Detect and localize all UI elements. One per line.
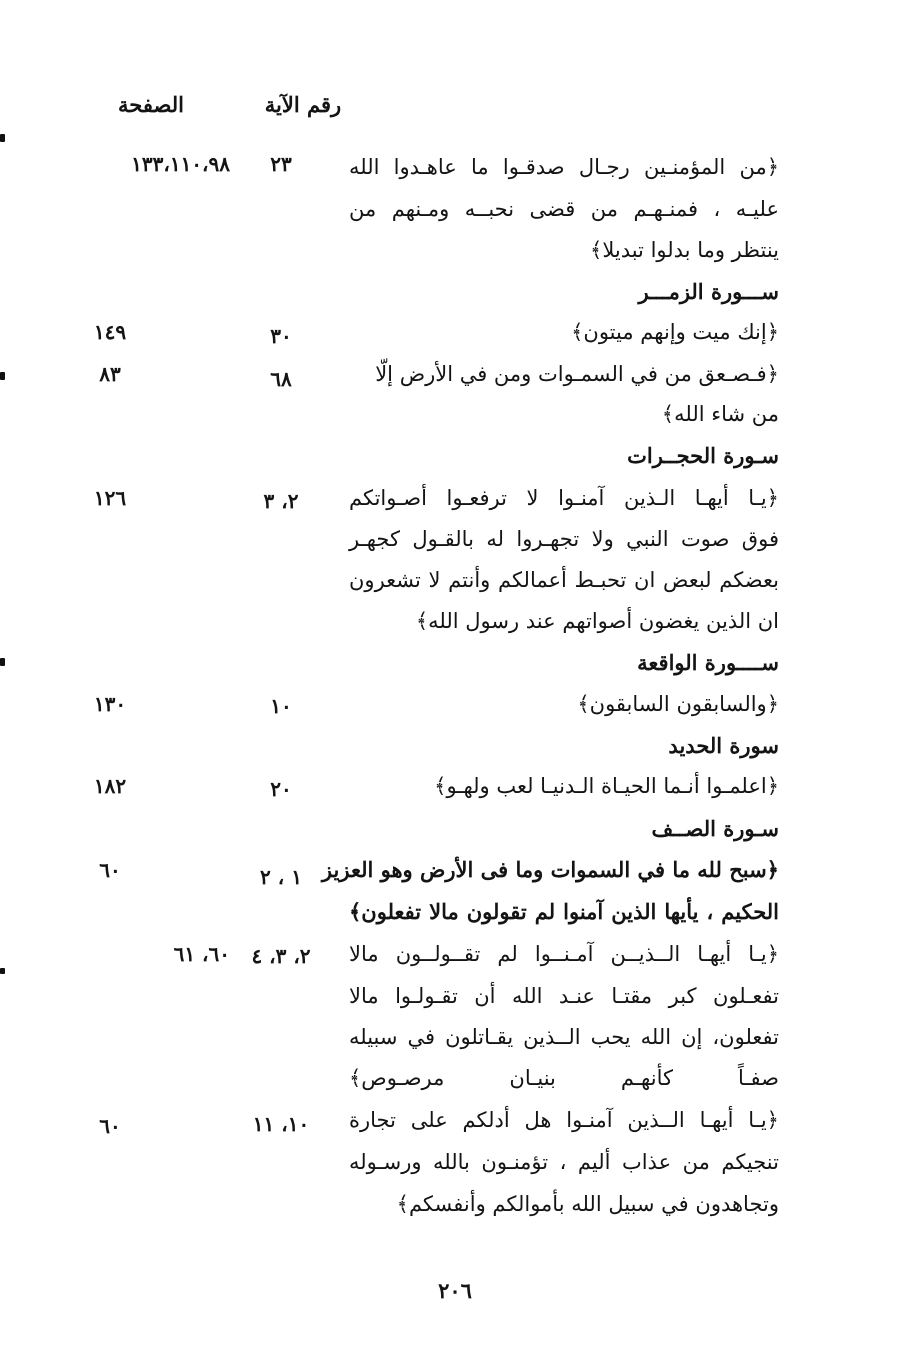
verse-line: الحكيم ، يأيها الذين آمنوا لم تقولون مالا تفعلون﴾ bbox=[349, 899, 779, 924]
ayah-number: ٢، ٣، ٤ bbox=[251, 944, 311, 968]
verse-line: ﴿من المؤمنـين رجـال صدقـوا ما عاهـدوا الله bbox=[349, 155, 779, 179]
verse-line: ﴿والسابقون السابقون﴾ bbox=[577, 692, 779, 716]
verse-line: ﴿يـا أيهـا الـذين آمنـوا لا ترفعـوا أصـواتكم bbox=[349, 486, 779, 510]
ayah-number: ١٠، ١١ bbox=[252, 1112, 310, 1136]
page-reference: ١٣٣،١١٠،٩٨ bbox=[131, 152, 230, 176]
verse-line: وتجاهدون في سبيل الله بأموالكم وأنفسكم﴾ bbox=[396, 1192, 779, 1216]
ayah-number: ٢٣ bbox=[270, 152, 292, 176]
page-reference: ١٢٦ bbox=[93, 486, 127, 510]
verse-line: ﴿يـا أيهـا الــذين آمنـوا هل أدلكم على تجارة bbox=[349, 1108, 779, 1132]
page-number: ٢٠٦ bbox=[438, 1278, 472, 1303]
verse-line: ﴿يـا أيهـا الــذيــن آمـنــوا لم تقــولــون مالا bbox=[349, 942, 779, 966]
ayah-number: ١ ، ٢ bbox=[260, 865, 302, 889]
verse-line: ان الذين يغضون أصواتهم عند رسول الله﴾ bbox=[415, 609, 779, 633]
verse-line: صفـاً كأنهـم بنيـان مرصـوص﴾ bbox=[349, 1066, 779, 1090]
verse-line: ﴿فـصـعق من في السمـوات ومن في الأرض إلّا bbox=[375, 362, 779, 386]
page-reference: ٦٠ bbox=[99, 858, 121, 882]
margin-mark bbox=[0, 134, 5, 142]
page-reference: ٦٠ bbox=[99, 1114, 121, 1138]
ayah-number: ٦٨ bbox=[270, 367, 292, 391]
verse-line: تنجيكم من عذاب أليم ، تؤمنـون بالله ورسـوله bbox=[349, 1150, 779, 1174]
margin-mark bbox=[0, 968, 5, 974]
margin-mark bbox=[0, 372, 5, 380]
verse-line: بعضكم لبعض ان تحبـط أعمالكم وأنتم لا تشعرون bbox=[349, 568, 779, 592]
ayah-number: ٢٠ bbox=[270, 777, 292, 801]
page-reference: ١٤٩ bbox=[93, 320, 127, 344]
verse-line: تفعـلون كبر مقتـا عنـد الله أن تقـولـوا مالا bbox=[349, 984, 779, 1008]
page-number-header: الصفحة bbox=[118, 92, 184, 117]
verse-line: ينتظر وما بدلوا تبديلا﴾ bbox=[590, 238, 779, 262]
ayah-number: ٣٠ bbox=[270, 324, 292, 348]
surah-heading: سـورة الحجــرات bbox=[627, 443, 779, 468]
surah-heading: سـورة الصــف bbox=[651, 816, 779, 841]
surah-heading: ســــورة الواقعة bbox=[637, 650, 779, 675]
page-reference: ١٣٠ bbox=[93, 692, 127, 716]
verse-line: تفعلون، إن الله يحب الــذين يقـاتلون في سبيله bbox=[349, 1025, 779, 1049]
verse-line: من شاء الله﴾ bbox=[661, 402, 779, 426]
ayah-number-header: رقم الآية bbox=[264, 92, 342, 117]
page-reference: ٨٣ bbox=[99, 362, 121, 386]
ayah-number: ٢، ٣ bbox=[263, 489, 299, 513]
verse-line: ﴿اعلمـوا أنـما الحيـاة الـدنيـا لعب ولهـو﴾ bbox=[434, 774, 779, 798]
verse-line: فوق صوت النبي ولا تجهـروا له بالقـول كجهـر bbox=[349, 527, 779, 551]
surah-heading: ســـورة الزمـــر bbox=[638, 279, 779, 304]
margin-mark bbox=[0, 658, 5, 666]
verse-line: ﴿إنك ميت وإنهم ميتون﴾ bbox=[571, 320, 779, 344]
surah-heading: سورة الحديد bbox=[668, 733, 779, 758]
verse-line: ﴿سبح لله ما في السموات وما فى الأرض وهو العزيز bbox=[321, 857, 779, 882]
verse-line: عليـه ، فمنـهـم من قضى نحبــه ومـنهم من bbox=[349, 197, 779, 221]
page-reference: ١٨٢ bbox=[93, 774, 127, 798]
page-reference: ٦٠، ٦١ bbox=[173, 942, 230, 966]
ayah-number: ١٠ bbox=[270, 694, 292, 718]
